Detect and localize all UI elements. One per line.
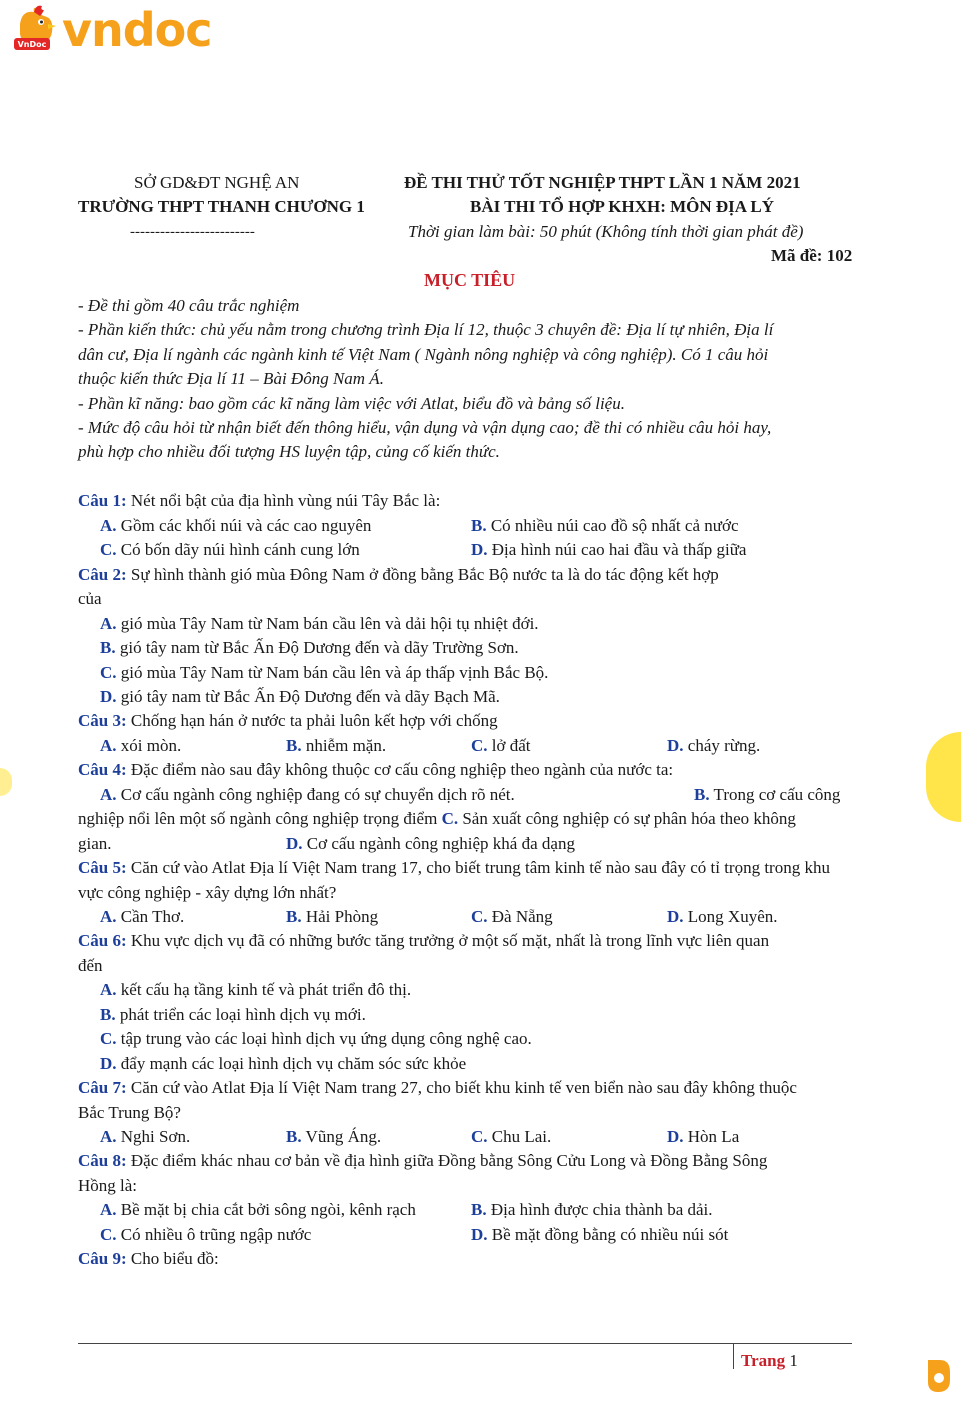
answer-option[interactable]: D. Bề mặt đồng bằng có nhiều núi sót: [471, 1225, 729, 1244]
question-5: [78, 856, 830, 880]
question-text-cont: Hồng là:: [78, 1176, 138, 1195]
answer-option[interactable]: B. nhiễm mặn.: [286, 736, 387, 755]
question-label: Câu 8:: [78, 1151, 127, 1170]
answer-option[interactable]: A. gió mùa Tây Nam từ Nam bán cầu lên và dải hội tụ nhiệt đới.: [100, 614, 539, 633]
decorative-edge-shape: [926, 732, 961, 822]
question-9: [78, 1247, 219, 1271]
answer-option[interactable]: D. cháy rừng.: [667, 736, 761, 755]
question-text: Đặc điểm nào sau đây không thuộc cơ cấu công nghiệp theo ngành của nước ta:: [130, 760, 674, 779]
svg-text:VnDoc: VnDoc: [17, 40, 47, 49]
objective-line: - Phần kiến thức: chủ yếu nằm trong chương trình Địa lí 12, thuộc 3 chuyên đề: Địa lí tự nhiên, Địa lí: [78, 320, 774, 339]
answer-option[interactable]: A. Nghi Sơn.: [100, 1127, 191, 1146]
answer-option[interactable]: D. gió tây nam từ Bắc Ấn Độ Dương đến và dãy Bạch Mã.: [100, 687, 500, 706]
answer-option[interactable]: B. Có nhiều núi cao đồ sộ nhất cả nước: [471, 516, 739, 535]
objective-line: - Phần kĩ năng: bao gồm các kĩ năng làm việc với Atlat, biểu đồ và bảng số liệu.: [78, 394, 625, 413]
answer-option[interactable]: D. Cơ cấu ngành công nghiệp khá đa dạng: [286, 834, 575, 853]
question-6: [78, 929, 769, 953]
question-4: [78, 758, 673, 782]
rooster-mascot-icon: [12, 4, 60, 56]
question-text: Đặc điểm khác nhau cơ bản về địa hình giữa Đồng bằng Sông Cửu Long và Đồng Bằng Sông: [130, 1151, 768, 1170]
answer-option[interactable]: B. gió tây nam từ Bắc Ấn Độ Dương đến và dãy Trường Sơn.: [100, 638, 519, 657]
logo-wordmark: vndoc: [62, 3, 212, 57]
answer-option[interactable]: C. Chu Lai.: [471, 1127, 552, 1146]
decorative-edge-shape: [0, 768, 12, 796]
objectives-heading: MỤC TIÊU: [424, 270, 516, 290]
question-7: [78, 1076, 797, 1100]
question-text: Cho biểu đồ:: [130, 1249, 219, 1268]
question-2: [78, 563, 719, 587]
exam-title: ĐỀ THI THỬ TỐT NGHIỆP THPT LẦN 1 NĂM 2021: [404, 173, 801, 192]
question-text: Sự hình thành gió mùa Đông Nam ở đồng bằng Bắc Bộ nước ta là do tác động kết hợp: [130, 565, 719, 584]
question-text-cont: Bắc Trung Bộ?: [78, 1103, 181, 1122]
question-text-cont: đến: [78, 956, 103, 975]
question-3: [78, 709, 498, 733]
header-dashes: -------------------------: [130, 224, 255, 240]
answer-option[interactable]: A. xói mòn.: [100, 736, 182, 755]
question-text: Căn cứ vào Atlat Địa lí Việt Nam trang 27, cho biết khu kinh tế ven biển nào sau đây không thuộc: [130, 1078, 797, 1097]
answer-option[interactable]: B. phát triển các loại hình dịch vụ mới.: [100, 1005, 366, 1024]
dept-name: SỞ GD&ĐT NGHỆ AN: [134, 173, 300, 192]
answer-option[interactable]: C. tập trung vào các loại hình dịch vụ ứng dụng công nghệ cao.: [100, 1029, 532, 1048]
answer-option[interactable]: C. lở đất: [471, 736, 531, 755]
question-text: Khu vực dịch vụ đã có những bước tăng trưởng ở một số mặt, nhất là trong lĩnh vực liên quan: [130, 931, 770, 950]
exam-code: Mã đề: 102: [771, 246, 853, 265]
answer-option[interactable]: B. Hải Phòng: [286, 907, 379, 926]
answer-option[interactable]: C. Có bốn dãy núi hình cánh cung lớn: [100, 540, 360, 559]
answer-option[interactable]: A. kết cấu hạ tầng kinh tế và phát triển đô thị.: [100, 980, 412, 999]
answer-option[interactable]: C. Đà Nẵng: [471, 907, 553, 926]
answer-option[interactable]: D. đẩy mạnh các loại hình dịch vụ chăm sóc sức khỏe: [100, 1054, 467, 1073]
question-label: Câu 1:: [78, 491, 127, 510]
objective-line: phù hợp cho nhiều đối tượng HS luyện tập, củng cố kiến thức.: [78, 442, 500, 461]
question-label: Câu 3:: [78, 711, 127, 730]
question-8: [78, 1149, 767, 1173]
corner-logo-icon: [924, 1358, 952, 1394]
page-number: Trang 1: [741, 1351, 798, 1370]
question-text: Căn cứ vào Atlat Địa lí Việt Nam trang 17, cho biết trung tâm kinh tế nào sau đây có tỉ trọng trong khu: [130, 858, 830, 877]
answer-option[interactable]: A. Bề mặt bị chia cắt bởi sông ngòi, kênh rạch: [100, 1200, 416, 1219]
answer-option-cont: nghiệp nổi lên một số ngành công nghiệp trọng điểm C. Sản xuất công nghiệp có sự phân hóa theo không: [78, 809, 796, 828]
question-label: Câu 6:: [78, 931, 127, 950]
answer-option[interactable]: D. Hòn La: [667, 1127, 740, 1146]
question-label: Câu 4:: [78, 760, 127, 779]
answer-option[interactable]: C. gió mùa Tây Nam từ Nam bán cầu lên và áp thấp vịnh Bắc Bộ.: [100, 663, 549, 682]
answer-option[interactable]: D. Địa hình núi cao hai đầu và thấp giữa: [471, 540, 747, 559]
school-name: TRƯỜNG THPT THANH CHƯƠNG 1: [78, 197, 365, 216]
footer-divider: [733, 1343, 734, 1369]
answer-option[interactable]: B. Trong cơ cấu công: [694, 785, 841, 804]
question-label: Câu 9:: [78, 1249, 127, 1268]
exam-subject: BÀI THI TỔ HỢP KHXH: MÔN ĐỊA LÝ: [470, 197, 774, 216]
question-label: Câu 7:: [78, 1078, 127, 1097]
objective-line: thuộc kiến thức Địa lí 11 – Bài Đông Nam Á.: [78, 369, 384, 388]
exam-time: Thời gian làm bài: 50 phút (Không tính thời gian phát đề): [408, 222, 804, 241]
answer-option[interactable]: A. Gồm các khối núi và các cao nguyên: [100, 516, 372, 535]
question-label: Câu 2:: [78, 565, 127, 584]
question-1: [78, 489, 440, 513]
footer-rule: [78, 1343, 852, 1344]
answer-option[interactable]: D. Long Xuyên.: [667, 907, 778, 926]
answer-option-cont: gian.: [78, 834, 112, 853]
question-text: Nét nổi bật của địa hình vùng núi Tây Bắc là:: [130, 491, 441, 510]
question-text-cont: của: [78, 589, 102, 608]
question-text: Chống hạn hán ở nước ta phải luôn kết hợp với chống: [130, 711, 498, 730]
answer-option[interactable]: C. Có nhiều ô trũng ngập nước: [100, 1225, 312, 1244]
answer-option[interactable]: A. Cần Thơ.: [100, 907, 185, 926]
objective-line: - Đề thi gồm 40 câu trắc nghiệm: [78, 296, 300, 315]
answer-option[interactable]: B. Địa hình được chia thành ba dải.: [471, 1200, 713, 1219]
question-label: Câu 5:: [78, 858, 127, 877]
answer-option[interactable]: B. Vũng Áng.: [286, 1127, 382, 1146]
objective-line: dân cư, Địa lí ngành các ngành kinh tế Việt Nam ( Ngành nông nghiệp và công nghiệp). Có 1 câu hỏi: [78, 345, 769, 364]
answer-option[interactable]: A. Cơ cấu ngành công nghiệp đang có sự chuyển dịch rõ nét.: [100, 785, 515, 804]
vndoc-logo[interactable]: [12, 2, 212, 58]
question-text-cont: vực công nghiệp - xây dựng lớn nhất?: [78, 883, 337, 902]
objective-line: - Mức độ câu hỏi từ nhận biết đến thông hiểu, vận dụng và vận dụng cao; đề thi có nhiều câu hỏi hay,: [78, 418, 772, 437]
